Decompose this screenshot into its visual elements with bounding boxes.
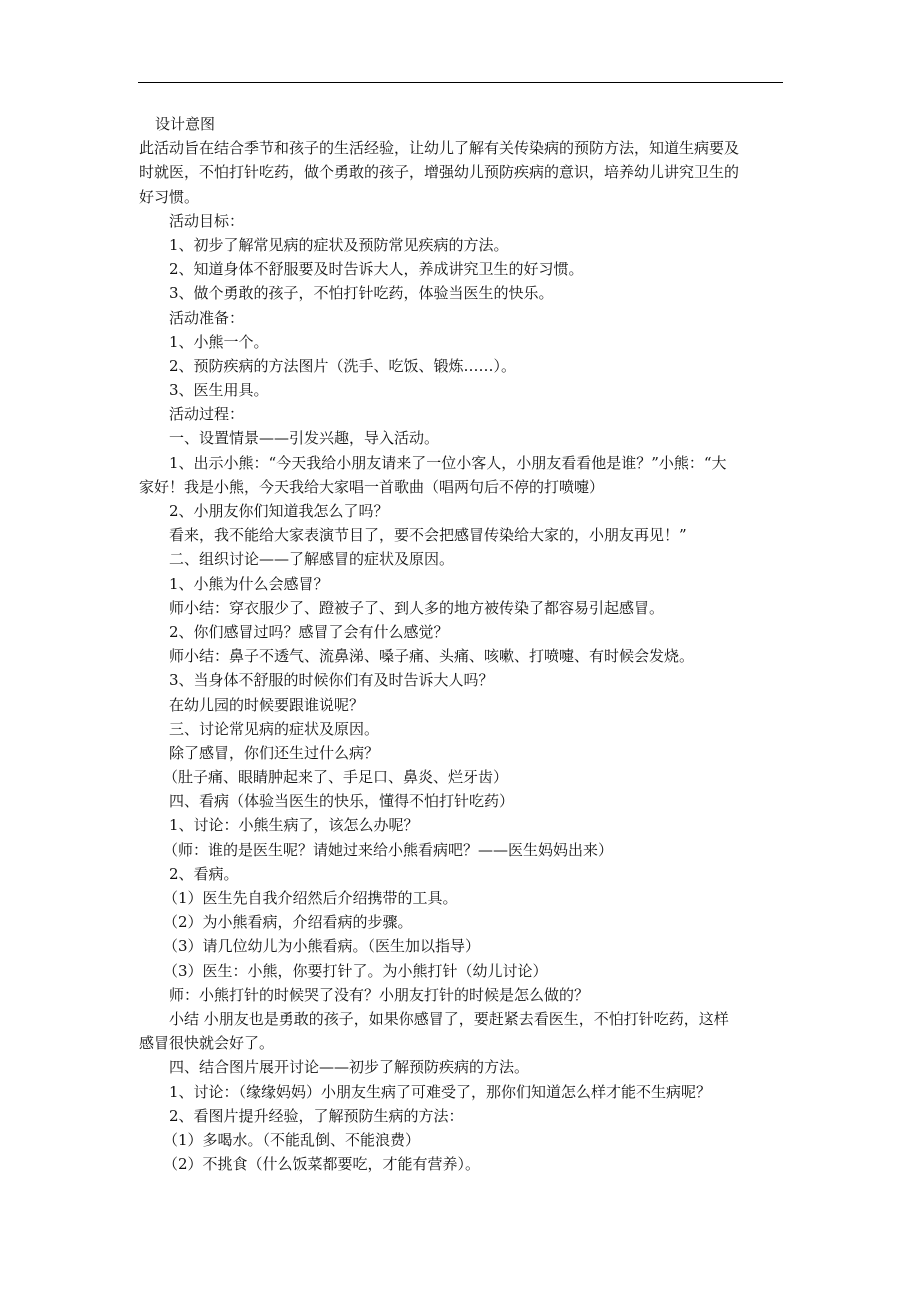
paragraph-line: 好习惯。 bbox=[139, 187, 200, 206]
list-item: （3）医生：小熊，你要打针了。为小熊打针（幼儿讨论） bbox=[163, 961, 548, 980]
paragraph-line: 2、看图片提升经验，了解预防生病的方法： bbox=[169, 1106, 464, 1125]
paragraph-line: 1、讨论：小熊生病了，该怎么办呢？ bbox=[169, 816, 419, 835]
paragraph-line: 1、讨论：（缘缘妈妈）小朋友生病了可难受了，那你们知道怎么样才能不生病呢？ bbox=[169, 1082, 712, 1101]
list-item: 1、初步了解常见病的症状及预防常见疾病的方法。 bbox=[169, 235, 509, 254]
section-heading-process: 活动过程： bbox=[169, 405, 245, 424]
paragraph-line: 师：小熊打针的时候哭了没有？小朋友打针的时候是怎么做的？ bbox=[169, 985, 590, 1004]
list-item: （3）请几位幼儿为小熊看病。（医生加以指导） bbox=[163, 937, 481, 956]
paragraph-line: 此活动旨在结合季节和孩子的生活经验，让幼儿了解有关传染病的预防方法，知道生病要及 bbox=[139, 139, 740, 158]
paragraph-line: 3、当身体不舒服的时候你们有及时告诉大人吗？ bbox=[169, 671, 494, 690]
list-item: 2、知道身体不舒服要及时告诉大人，养成讲究卫生的好习惯。 bbox=[169, 260, 584, 279]
header-rule bbox=[138, 82, 783, 83]
section-heading-preparation: 活动准备： bbox=[169, 308, 245, 327]
paragraph-line: 2、小朋友你们知道我怎么了吗？ bbox=[169, 502, 389, 520]
list-item: 1、小熊一个。 bbox=[169, 332, 269, 351]
paragraph-line: （肚子痛、眼睛肿起来了、手足口、鼻炎、烂牙齿） bbox=[163, 768, 509, 787]
paragraph-line: 感冒很快就会好了。 bbox=[139, 1034, 275, 1053]
list-item: （1）医生先自我介绍然后介绍携带的工具。 bbox=[163, 889, 458, 907]
list-item: 3、做个勇敢的孩子，不怕打针吃药，体验当医生的快乐。 bbox=[169, 284, 554, 303]
paragraph-line: 师小结：鼻子不透气、流鼻涕、嗓子痛、头痛、咳嗽、打喷嚏、有时候会发烧。 bbox=[169, 647, 695, 666]
paragraph-line: 看来，我不能给大家表演节目了，要不会把感冒传染给大家的，小朋友再见！” bbox=[169, 526, 687, 545]
section-heading-goals: 活动目标： bbox=[169, 211, 245, 230]
list-item: 2、预防疾病的方法图片（洗手、吃饭、锻炼……）。 bbox=[169, 356, 517, 375]
paragraph-line: 师小结：穿衣服少了、蹬被子了、到人多的地方被传染了都容易引起感冒。 bbox=[169, 598, 665, 617]
step-heading: 二、组织讨论——了解感冒的症状及原因。 bbox=[169, 550, 455, 569]
section-heading-design-intent: 设计意图 bbox=[155, 115, 216, 133]
paragraph-line: 1、出示小熊：“今天我给小朋友请来了一位小客人，小朋友看看他是谁？”小熊：“大 bbox=[169, 453, 727, 472]
document-body bbox=[139, 112, 784, 1176]
paragraph-line: 小结 小朋友也是勇敢的孩子，如果你感冒了，要赶紧去看医生，不怕打针吃药，这样 bbox=[169, 1009, 729, 1028]
paragraph-line: 家好！我是小熊，今天我给大家唱一首歌曲（唱两句后不停的打喷嚏） bbox=[139, 477, 605, 496]
paragraph-line: 1、小熊为什么会感冒？ bbox=[169, 574, 329, 593]
step-heading: 四、结合图片展开讨论——初步了解预防疾病的方法。 bbox=[169, 1058, 530, 1077]
paragraph-line: 在幼儿园的时候要跟谁说呢？ bbox=[169, 695, 365, 714]
list-item: （1）多喝水。（不能乱倒、不能浪费） bbox=[163, 1130, 421, 1149]
step-heading: 一、设置情景——引发兴趣，导入活动。 bbox=[169, 429, 440, 448]
step-heading: 四、看病（体验当医生的快乐，懂得不怕打针吃药） bbox=[169, 792, 515, 811]
paragraph-line: 时就医，不怕打针吃药，做个勇敢的孩子，增强幼儿预防疾病的意识，培养幼儿讲究卫生的 bbox=[139, 163, 740, 182]
paragraph-line: （师：谁的是医生呢？请她过来给小熊看病吧？——医生妈妈出来） bbox=[163, 840, 614, 859]
list-item: 3、医生用具。 bbox=[169, 381, 269, 400]
step-heading: 三、讨论常见病的症状及原因。 bbox=[169, 719, 380, 738]
list-item: （2）不挑食（什么饭菜都要吃，才能有营养）。 bbox=[163, 1155, 481, 1174]
paragraph-line: 除了感冒，你们还生过什么病？ bbox=[169, 743, 380, 762]
list-item: （2）为小熊看病，介绍看病的步骤。 bbox=[163, 913, 413, 932]
paragraph-line: 2、你们感冒过吗？感冒了会有什么感觉？ bbox=[169, 622, 449, 641]
paragraph-line: 2、看病。 bbox=[169, 864, 239, 883]
